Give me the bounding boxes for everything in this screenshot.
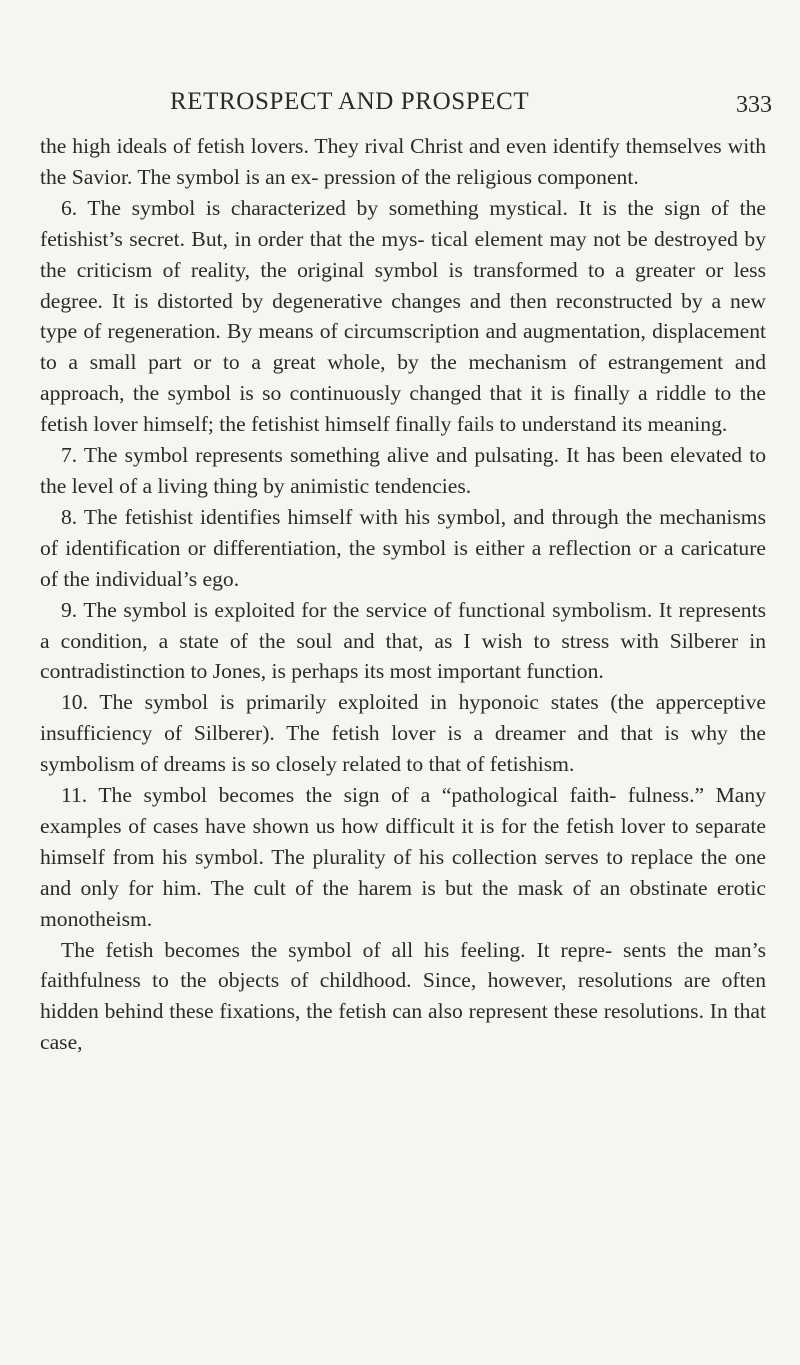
paragraph-item-8: 8. The fetishist identifies himself with his symbol, and through the mechanisms of identification or differentiation, the symbol is either a reflection or a caricature of the individual’s ego. bbox=[40, 504, 766, 591]
running-head bbox=[40, 88, 776, 122]
paragraph-continuation: the high ideals of fetish lovers. They rival Christ and even identify themselves with the Savior. The symbol is an ex- pression of the religious component. bbox=[40, 134, 766, 189]
paragraph-item-10: 10. The symbol is primarily exploited in hyponoic states (the apperceptive insufficiency of Silberer). The fetish lover is a dreamer and that is why the symbolism of dreams is so closely related to that of fetishism. bbox=[40, 690, 766, 777]
page-number: 333 bbox=[736, 92, 772, 118]
paragraph-item-11: 11. The symbol becomes the sign of a “pathological faith- fulness.” Many examples of cases have shown us how difficult it is for the fetish lover to separate himself from his symbol. The plurality of his collection serves to replace the one and only for him. The cult of the harem is but the mask of an obstinate erotic monotheism. bbox=[40, 783, 766, 931]
paragraph-fetish-symbol: The fetish becomes the symbol of all his feeling. It repre- sents the man’s faithfulness to the objects of childhood. Since, however, resolutions are often hidden behind these fixations, the fetish can also represent these resolutions. In that case, bbox=[40, 937, 766, 1055]
paragraph-item-7: 7. The symbol represents something alive and pulsating. It has been elevated to the level of a living thing by animistic tendencies. bbox=[40, 443, 766, 498]
paragraph-item-9: 9. The symbol is exploited for the service of functional symbolism. It represents a condition, a state of the soul and that, as I wish to stress with Silberer in contradistinction to Jones, is perhaps its most important function. bbox=[40, 597, 766, 684]
body-text bbox=[40, 131, 766, 1058]
running-title: RETROSPECT AND PROSPECT bbox=[170, 88, 530, 115]
paragraph-item-6: 6. The symbol is characterized by something mystical. It is the sign of the fetishist’s secret. But, in order that the mys- tical element may not be destroyed by the criticism of reality, the original symbol is transformed to a greater or less degree. It is distorted by degenerative changes and then reconstructed by a new type of regeneration. By means of circumscription and augmentation, displacement to a small part or to a great whole, by the mechanism of estrangement and approach, the symbol is so continuously changed that it is finally a riddle to the fetish lover himself; the fetishist himself finally fails to understand its meaning. bbox=[40, 195, 766, 437]
